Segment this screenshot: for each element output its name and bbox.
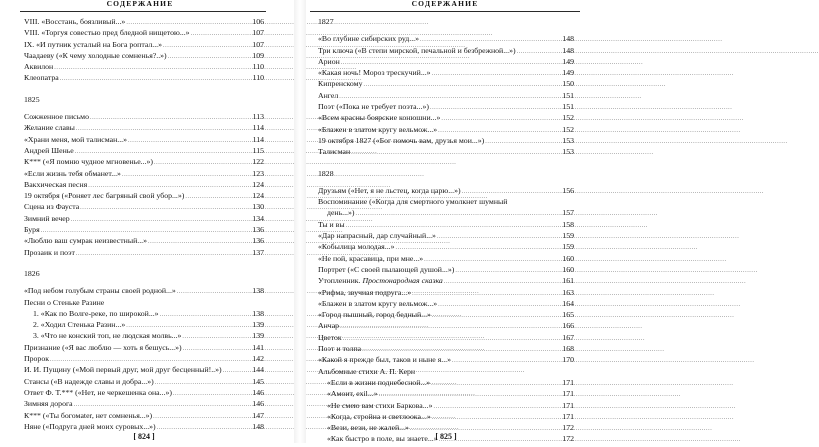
toc-entry-title: 1. «Как по Волге-реке, по широкой...» (33, 308, 159, 318)
toc-block (24, 16, 264, 84)
toc-page-number: 148 (562, 34, 574, 44)
toc-page-number: 110 (252, 62, 264, 72)
toc-entry-title: Няне («Подруга дней моих суровых...») (24, 421, 156, 431)
toc-page-number: 166 (562, 321, 574, 331)
toc-entry (318, 78, 574, 89)
toc-page-number: 159 (562, 231, 574, 241)
toc-block (318, 185, 574, 196)
toc-block (318, 287, 574, 366)
toc-entry (318, 400, 574, 411)
toc-entry-title: Воспоминание («Когда для смертного умолкнет шумный (318, 197, 508, 207)
leader-dots (90, 113, 249, 124)
toc-entry-title: Признание («Я вас люблю — хоть я бешусь...») (24, 342, 182, 352)
toc-entry (318, 33, 574, 44)
toc-entry-title: Друзьям («Нет, я не льстец, когда царю...») (318, 185, 461, 195)
leader-dots (340, 322, 559, 333)
toc-page-number: 123 (252, 168, 264, 178)
toc-page-number: 142 (252, 354, 264, 364)
toc-entry-title: «Не смею вам стихи Баркова...» (327, 400, 433, 410)
toc-page-number: 151 (562, 90, 574, 100)
toc-page-number: 160 (562, 253, 574, 263)
leader-dots (160, 310, 249, 321)
leader-dots (452, 356, 559, 367)
toc-page-number: 114 (252, 123, 264, 133)
toc-entry-title: Цветок (318, 332, 342, 342)
leader-dots (517, 47, 559, 58)
header-rule (310, 11, 580, 12)
toc-entry-title: Утопленник. Простонародная сказка (318, 276, 443, 286)
toc-page-number: 149 (562, 56, 574, 66)
toc-entry-title: VIII. «Восстань, боязливый...» (24, 17, 126, 26)
toc-page-number: 157 (562, 208, 574, 218)
toc-page-number: 107 (252, 39, 264, 49)
header-rule (20, 11, 266, 12)
toc-entry (24, 39, 264, 50)
toc-page-number: 134 (252, 213, 264, 223)
toc-entry-title: Буря (24, 225, 40, 235)
toc-entry (318, 287, 574, 298)
toc-page-number: 170 (562, 355, 574, 365)
leader-dots (154, 158, 249, 169)
toc-page-number: 148 (562, 45, 574, 55)
toc-entry (318, 253, 574, 264)
toc-entry-title: «Какой я прежде был, таков и ныне я...» (318, 355, 452, 365)
toc-entry (24, 122, 264, 133)
toc-page-number: 161 (562, 276, 574, 286)
toc-page-number: 107 (252, 28, 264, 38)
leader-dots (441, 114, 559, 125)
toc-entry-title: «Блажен в златом кругу вельмож...» (318, 298, 438, 308)
toc-entry (24, 353, 264, 364)
toc-entry-title: Портрет («С своей пылающей душой...») (318, 264, 455, 274)
toc-page-number: 153 (562, 135, 574, 145)
toc-entry (24, 235, 264, 246)
toc-section-title: Альбомные стихи А. П. Керн (318, 366, 416, 376)
leader-dots (364, 80, 559, 91)
toc-entry (24, 16, 264, 27)
toc-page-number: 152 (562, 113, 574, 123)
toc-entry (318, 411, 574, 422)
toc-block (318, 33, 574, 157)
toc-page-number: 171 (562, 411, 574, 421)
toc-page-number: 114 (252, 134, 264, 144)
toc-entry-title: «Люблю ваш сумрак неизвестный...» (24, 236, 147, 246)
toc-entry (318, 230, 574, 241)
leader-dots (168, 52, 249, 63)
toc-page-number: 106 (252, 17, 264, 26)
leader-dots (444, 277, 559, 288)
toc-entry (24, 179, 264, 190)
leader-dots (485, 137, 559, 148)
toc-entry-title: Желание славы (24, 123, 75, 133)
toc-entry-title: И. И. Пущину («Мой первый друг, мой друг бесценный!..») (24, 365, 222, 375)
toc-page-number: 163 (562, 287, 574, 297)
leader-dots (76, 249, 249, 260)
toc-page-number: 156 (562, 185, 574, 195)
running-header: СОДЕРЖАНИЕ (106, 0, 174, 8)
leader-dots (122, 170, 249, 181)
toc-entry-title: «Амоит, ехіl...» (327, 389, 378, 399)
leader-dots (183, 344, 249, 355)
toc-page-number: 145 (252, 376, 264, 386)
toc-entry-title: «Дар напрасный, дар случайный...» (318, 231, 436, 241)
leader-dots (163, 41, 249, 52)
toc-entry-title: Кипренскому (318, 79, 363, 89)
toc-entry (24, 319, 264, 330)
toc-page-number: 137 (252, 247, 264, 257)
leader-dots (432, 311, 559, 322)
leader-dots (148, 237, 249, 248)
toc-entry (318, 343, 574, 354)
left-page (0, 0, 294, 443)
toc-page-number: 113 (252, 112, 264, 122)
toc-entry (318, 207, 574, 218)
toc-page-number: 158 (562, 219, 574, 229)
toc-entry (24, 61, 264, 72)
toc-entry (318, 124, 574, 135)
toc-page-number: 153 (562, 147, 574, 157)
toc-entry-title: 2. «Ходил Стенька Разин...» (33, 320, 126, 330)
toc-entry (24, 285, 264, 296)
toc-entry-title: «Какая ночь! Мороз трескучий...» (318, 68, 431, 78)
toc-page-number: 141 (252, 342, 264, 352)
page-number: [ 824 ] (133, 432, 155, 441)
toc-page-number: 115 (252, 145, 264, 155)
year-heading: 1827 (318, 17, 334, 26)
toc-entry-title: Арион (318, 56, 340, 66)
toc-page-number: 130 (252, 202, 264, 212)
toc-entry (318, 90, 574, 101)
leader-dots (431, 379, 559, 390)
toc-block (318, 219, 574, 275)
toc-entry-title: Зимний вечер (24, 213, 70, 223)
toc-page-number: 122 (252, 157, 264, 167)
leader-dots (455, 266, 559, 277)
toc-entry-title: Ангел (318, 90, 339, 100)
book-gutter (294, 0, 306, 443)
toc-entry-title: IX. «И путник усталый на Бога роптал...» (24, 39, 163, 49)
toc-block (24, 285, 264, 432)
toc-right (318, 16, 574, 445)
toc-entry (24, 145, 264, 156)
toc-entry-title: Андрей Шенье (24, 145, 74, 155)
toc-page-number: 164 (562, 298, 574, 308)
toc-entry-title: Анчар (318, 321, 340, 331)
leader-dots (54, 63, 249, 74)
toc-entry (24, 50, 264, 61)
toc-entry-title: К*** («Я помню чудное мгновенье...») (24, 157, 153, 167)
toc-entry (318, 309, 574, 320)
toc-entry (318, 67, 574, 78)
toc-page-number: 146 (252, 399, 264, 409)
toc-entry-title: «Город пышный, город бедный...» (318, 310, 431, 320)
toc-entry (24, 330, 264, 341)
toc-entry-title: VIII. «Торгуя совестью пред бледной нищетою...» (24, 28, 190, 38)
toc-entry (24, 247, 264, 258)
leader-dots (433, 402, 559, 413)
leader-dots (438, 300, 559, 311)
toc-page-number: 110 (252, 73, 264, 83)
toc-entry (24, 190, 264, 201)
toc-page-number: 152 (562, 124, 574, 134)
toc-entry (24, 134, 264, 145)
toc-entry-subtitle: Простонародная сказка (362, 276, 443, 286)
toc-page-number: 172 (562, 434, 574, 444)
toc-page-number: 139 (252, 331, 264, 341)
toc-entry (24, 398, 264, 409)
toc-page-number: 168 (562, 344, 574, 354)
toc-entry-title: «Как быстро в поле, вы знаете...» (327, 434, 438, 444)
leader-dots (223, 366, 249, 377)
toc-entry (24, 168, 264, 179)
toc-entry-title: «Блажен в златом кругу вельмож...» (318, 124, 438, 134)
leader-dots (185, 192, 249, 203)
toc-entry (24, 376, 264, 387)
toc-entry-title: «Если жизнь тебя обманет...» (24, 168, 121, 178)
toc-entry-title: Чаадаеву («К чему холодные сомненья?..») (24, 50, 167, 60)
leader-dots (343, 334, 559, 345)
page-number: [ 825 ] (435, 432, 457, 441)
toc-page-number: 109 (252, 50, 264, 60)
toc-entry-title: 3. «Что не конский топ, не людская молвь...» (33, 331, 182, 341)
toc-entry-title: «Под небом голубым страны своей родной...» (24, 286, 176, 296)
leader-dots (356, 209, 560, 220)
leader-dots (191, 29, 249, 40)
leader-dots (153, 412, 249, 423)
toc-page-number: 151 (562, 102, 574, 112)
toc-entry (24, 308, 264, 319)
leader-dots (182, 332, 249, 343)
toc-entry (318, 101, 574, 112)
toc-entry (24, 342, 264, 353)
toc-entry (318, 264, 574, 275)
toc-entry-title: Вакхическая песня (24, 179, 88, 189)
toc-entry (318, 377, 574, 388)
leader-dots (432, 69, 559, 80)
toc-entry-title: «Во глубине сибирских руд...» (318, 34, 420, 44)
leader-dots (80, 203, 249, 214)
toc-entry (318, 45, 574, 56)
toc-entry-title: «Не пой, красавица, при мне...» (318, 253, 424, 263)
toc-page-number: 136 (252, 236, 264, 246)
toc-page-number: 138 (252, 308, 264, 318)
toc-entry (318, 185, 574, 196)
toc-entry (24, 364, 264, 375)
toc-entry-title: Песни о Стеньке Разине (24, 297, 105, 307)
toc-entry-title: Поэт и толпа (318, 344, 362, 354)
toc-page-number: 138 (252, 286, 264, 296)
toc-entry-title: Пророк (24, 354, 50, 364)
leader-dots (177, 287, 249, 298)
toc-entry (318, 56, 574, 67)
toc-page-number: 167 (562, 332, 574, 342)
toc-page-number: 150 (562, 79, 574, 89)
toc-entry-title: день...») (327, 208, 355, 218)
toc-entry-title: Стансы («В надежде славы и добра...») (24, 376, 154, 386)
leader-dots (430, 103, 559, 114)
toc-entry (318, 298, 574, 309)
right-page (306, 0, 600, 443)
year-heading: 1825 (24, 94, 40, 104)
toc-page-number: 124 (252, 179, 264, 189)
toc-entry-title: Ты и вы (318, 219, 345, 229)
toc-entry-title: «Рифма, звучная подруга...» (318, 287, 412, 297)
leader-dots (71, 215, 249, 226)
toc-entry (24, 224, 264, 235)
toc-entry (24, 213, 264, 224)
leader-dots (432, 413, 559, 424)
year-heading: 1828 (318, 168, 334, 178)
toc-entry-title: «Если в жизни поднебесной...» (327, 377, 431, 387)
toc-page-number: 159 (562, 242, 574, 252)
leader-dots (437, 232, 559, 243)
toc-page-number: 148 (252, 421, 264, 431)
toc-page-number: 171 (562, 400, 574, 410)
toc-entry (24, 201, 264, 212)
toc-entry-title: Ответ Ф. Т.*** («Нет, не черкешенка она...») (24, 387, 172, 397)
leader-dots (351, 148, 559, 159)
toc-entry-title: «Всем красны боярские конюшни...» (318, 113, 441, 123)
toc-page-number: 147 (252, 410, 264, 420)
toc-entry-title: К*** («Ты богомater, нет сомненья...») (24, 410, 153, 420)
toc-entry (24, 72, 264, 83)
toc-entry (318, 354, 574, 365)
toc-entry-title: «Кобылица молодая...» (318, 242, 395, 252)
toc-entry (318, 241, 574, 252)
toc-entry-title: Талисман (318, 147, 351, 157)
toc-entry (24, 111, 264, 122)
toc-entry (318, 135, 574, 146)
year-heading: 1826 (24, 268, 40, 278)
toc-entry (318, 320, 574, 331)
toc-entry-title: «Когда, стройна и светлоока...» (327, 411, 431, 421)
toc-entry-title: Сцена из Фауста (24, 202, 80, 212)
toc-entry-title: Зимняя дорога (24, 399, 73, 409)
toc-page-number: 171 (562, 389, 574, 399)
running-header: СОДЕРЖАНИЕ (411, 0, 479, 8)
toc-entry-title: «Храни меня, мой талисман...» (24, 134, 128, 144)
toc-page-number: 149 (562, 68, 574, 78)
toc-page-number: 172 (562, 423, 574, 433)
toc-entry-title: 19 октября 1827 («Бог помочь вам, друзья мои...») (318, 135, 485, 145)
leader-dots (60, 74, 249, 85)
toc-entry (318, 332, 574, 343)
toc-page-number: 124 (252, 191, 264, 201)
toc-entry-title: «Вези, вези, не жалей...» (327, 423, 409, 433)
toc-page-number: 144 (252, 365, 264, 375)
toc-block (24, 111, 264, 258)
toc-left (24, 16, 264, 432)
toc-entry (24, 27, 264, 38)
toc-entry-title: Сожженное письмо (24, 112, 89, 122)
toc-entry (318, 112, 574, 123)
toc-entry (318, 146, 574, 157)
toc-entry (318, 275, 574, 286)
toc-page-number: 136 (252, 225, 264, 235)
toc-entry-title: Три ключа («В степи мирской, печальной и безбрежной...») (318, 45, 516, 55)
toc-entry-title: Аквилон (24, 62, 54, 72)
toc-page-number: 165 (562, 310, 574, 320)
toc-entry (24, 410, 264, 421)
toc-entry (318, 219, 574, 230)
toc-entry (24, 156, 264, 167)
toc-entry-title: Поэт («Пока не требует поэта...») (318, 102, 429, 112)
toc-entry (318, 388, 574, 399)
toc-entry-title: Клеопатра (24, 73, 59, 83)
toc-page-number: 146 (252, 387, 264, 397)
toc-entry (24, 387, 264, 398)
toc-page-number: 160 (562, 264, 574, 274)
leader-dots (173, 389, 249, 400)
toc-entry (24, 421, 264, 432)
toc-page-number: 171 (562, 377, 574, 387)
leader-dots (128, 136, 249, 147)
toc-entry-title: 19 октября («Роняет лес багряный свой убор...») (24, 191, 185, 201)
toc-page-number: 139 (252, 320, 264, 330)
toc-entry-title: Прозаик и поэт (24, 247, 75, 257)
